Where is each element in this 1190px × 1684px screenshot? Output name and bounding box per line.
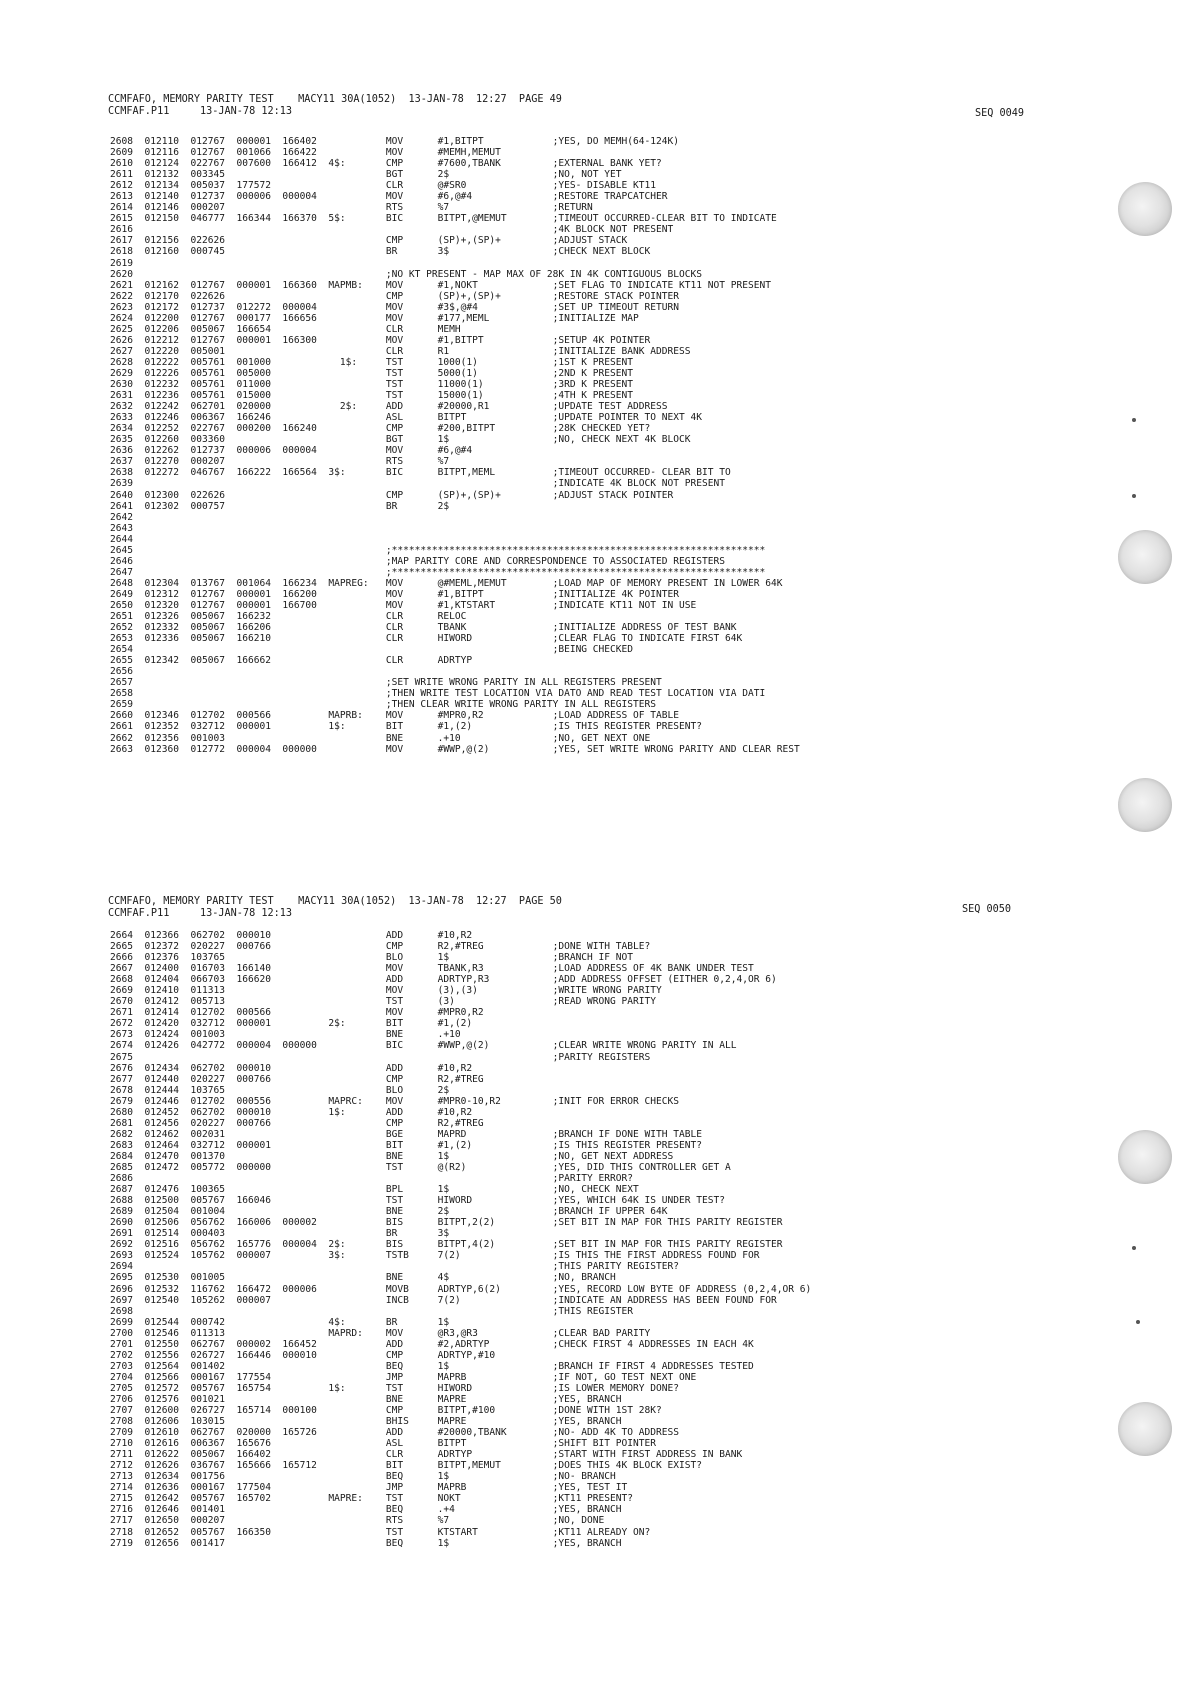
listing-line: 2696 012532 116762 166472 000006 MOVB ADRTYP,6(2) ;YES, RECORD LOW BYTE OF ADDRESS (0,2,4,OR 6) (110, 1283, 812, 1295)
listing-line: 2708 012606 103015 BHIS MAPRE ;YES, BRANCH (110, 1416, 622, 1428)
listing-line: 2620 ;NO KT PRESENT - MAP MAX OF 28K IN 4K CONTIGUOUS BLOCKS (110, 268, 703, 280)
listing-line: 2614 012146 000207 RTS %7 ;RETURN (110, 202, 593, 214)
listing-line: 2718 012652 005767 166350 TST KTSTART ;KT11 ALREADY ON? (110, 1526, 651, 1538)
page-header-title: CCMFAFO, MEMORY PARITY TEST MACY11 30A(1052) 13-JAN-78 12:27 PAGE 50 (108, 896, 562, 907)
listing-line: 2698 ;THIS REGISTER (110, 1305, 634, 1317)
listing-line: 2662 012356 001003 BNE .+10 ;NO, GET NEXT ONE (110, 732, 651, 744)
listing-line: 2684 012470 001370 BNE 1$ ;NO, GET NEXT ADDRESS (110, 1150, 674, 1162)
listing-line: 2709 012610 062767 020000 165726 ADD #20000,TBANK ;NO- ADD 4K TO ADDRESS (110, 1427, 680, 1439)
listing-line: 2665 012372 020227 000766 CMP R2,#TREG ;DONE WITH TABLE? (110, 941, 651, 953)
listing-line: 2661 012352 032712 000001 1$: BIT #1,(2) ;IS THIS REGISTER PRESENT? (110, 721, 703, 733)
listing-line: 2648 012304 013767 001064 166234 MAPREG: MOV @#MEML,MEMUT ;LOAD MAP OF MEMORY PRESENT IN LOWER 64K (110, 577, 783, 589)
listing-line: 2623 012172 012737 012272 000004 MOV #3$,@#4 ;SET UP TIMEOUT RETURN (110, 301, 680, 313)
listing-line: 2715 012642 005767 165702 MAPRE: TST NOKT ;KT11 PRESENT? (110, 1493, 634, 1505)
listing-line: 2642 (110, 511, 133, 523)
listing-line: 2624 012200 012767 000177 166656 MOV #177,MEML ;INITIALIZE MAP (110, 312, 639, 324)
listing-line: 2667 012400 016703 166140 MOV TBANK,R3 ;LOAD ADDRESS OF 4K BANK UNDER TEST (110, 963, 754, 975)
listing-line: 2636 012262 012737 000006 000004 MOV #6,@#4 (110, 445, 473, 457)
listing-line: 2669 012410 011313 MOV (3),(3) ;WRITE WRONG PARITY (110, 985, 662, 997)
scan-speck (1132, 494, 1136, 498)
listing-line: 2617 012156 022626 CMP (SP)+,(SP)+ ;ADJUST STACK (110, 235, 628, 247)
listing-line: 2627 012220 005001 CLR R1 ;INITIALIZE BANK ADDRESS (110, 345, 691, 357)
listing-line: 2710 012616 006367 165676 ASL BITPT ;SHIFT BIT POINTER (110, 1438, 657, 1450)
listing-line: 2694 ;THIS PARITY REGISTER? (110, 1261, 680, 1273)
listing-line: 2655 012342 005067 166662 CLR ADRTYP (110, 655, 473, 667)
listing-line: 2705 012572 005767 165754 1$: TST HIWORD ;IS LOWER MEMORY DONE? (110, 1382, 680, 1394)
listing-line: 2639 ;INDICATE 4K BLOCK NOT PRESENT (110, 478, 726, 490)
listing-line: 2692 012516 056762 165776 000004 2$: BIS BITPT,4(2) ;SET BIT IN MAP FOR THIS PARITY REGISTER (110, 1239, 783, 1251)
listing-line: 2711 012622 005067 166402 CLR ADRTYP ;START WITH FIRST ADDRESS IN BANK (110, 1449, 743, 1461)
listing-line: 2635 012260 003360 BGT 1$ ;NO, CHECK NEXT 4K BLOCK (110, 434, 691, 446)
listing-line: 2613 012140 012737 000006 000004 MOV #6,@#4 ;RESTORE TRAPCATCHER (110, 191, 668, 203)
listing-line: 2691 012514 000403 BR 3$ (110, 1228, 450, 1240)
listing-line: 2637 012270 000207 RTS %7 (110, 456, 450, 468)
listing-line: 2702 012556 026727 166446 000010 CMP ADRTYP,#10 (110, 1349, 496, 1361)
listing-line: 2685 012472 005772 000000 TST @(R2) ;YES, DID THIS CONTROLLER GET A (110, 1161, 731, 1173)
listing-line: 2630 012232 005761 011000 TST 11000(1) ;3RD K PRESENT (110, 379, 634, 391)
listing-line: 2618 012160 000745 BR 3$ ;CHECK NEXT BLOCK (110, 246, 651, 258)
listing-line: 2641 012302 000757 BR 2$ (110, 500, 450, 512)
listing-line: 2670 012412 005713 TST (3) ;READ WRONG PARITY (110, 996, 657, 1008)
listing-line: 2631 012236 005761 015000 TST 15000(1) ;4TH K PRESENT (110, 390, 634, 402)
listing-line: 2652 012332 005067 166206 CLR TBANK ;INITIALIZE ADDRESS OF TEST BANK (110, 622, 737, 634)
listing-line: 2634 012252 022767 000200 166240 CMP #200,BITPT ;28K CHECKED YET? (110, 423, 651, 435)
listing-line: 2660 012346 012702 000566 MAPRB: MOV #MPR0,R2 ;LOAD ADDRESS OF TABLE (110, 710, 680, 722)
listing-line: 2682 012462 002031 BGE MAPRD ;BRANCH IF DONE WITH TABLE (110, 1128, 703, 1140)
listing-line: 2679 012446 012702 000556 MAPRC: MOV #MPR0-10,R2 ;INIT FOR ERROR CHECKS (110, 1095, 680, 1107)
listing-line: 2645 ;***************************************************************** (110, 544, 766, 556)
listing-line: 2626 012212 012767 000001 166300 MOV #1,BITPT ;SETUP 4K POINTER (110, 334, 651, 346)
listing-line: 2676 012434 062702 000010 ADD #10,R2 (110, 1062, 473, 1074)
listing-line: 2663 012360 012772 000004 000000 MOV #WWP,@(2) ;YES, SET WRITE WRONG PARITY AND CLEAR REST (110, 743, 800, 755)
listing-line: 2668 012404 066703 166620 ADD ADRTYP,R3 ;ADD ADDRESS OFFSET (EITHER 0,2,4,OR 6) (110, 974, 777, 986)
seq-number: SEQ 0050 (962, 904, 1012, 915)
scan-speck (1132, 418, 1136, 422)
listing-line: 2717 012650 000207 RTS %7 ;NO, DONE (110, 1515, 605, 1527)
listing-line: 2622 012170 022626 CMP (SP)+,(SP)+ ;RESTORE STACK POINTER (110, 290, 680, 302)
listing-line: 2712 012626 036767 165666 165712 BIT BITPT,MEMUT ;DOES THIS 4K BLOCK EXIST? (110, 1460, 703, 1472)
listing-line: 2693 012524 105762 000007 3$: TSTB 7(2) ;IS THIS THE FIRST ADDRESS FOUND FOR (110, 1250, 760, 1262)
listing-line: 2675 ;PARITY REGISTERS (110, 1051, 651, 1063)
listing-line: 2640 012300 022626 CMP (SP)+,(SP)+ ;ADJUST STACK POINTER (110, 489, 674, 501)
scan-speck (1132, 1246, 1136, 1250)
listing-line: 2651 012326 005067 166232 CLR RELOC (110, 611, 467, 623)
listing-line: 2689 012504 001004 BNE 2$ ;BRANCH IF UPPER 64K (110, 1206, 668, 1218)
listing-line: 2644 (110, 533, 133, 545)
seq-number: SEQ 0049 (975, 108, 1025, 119)
listing-line: 2647 ;***************************************************************** (110, 566, 766, 578)
punch-hole-4 (1118, 1130, 1172, 1184)
listing-line: 2609 012116 012767 001066 166422 MOV #MEMH,MEMUT (110, 147, 501, 159)
listing-line: 2610 012124 022767 007600 166412 4$: CMP #7600,TBANK ;EXTERNAL BANK YET? (110, 158, 662, 170)
listing-line: 2699 012544 000742 4$: BR 1$ (110, 1316, 450, 1328)
listing-line: 2616 ;4K BLOCK NOT PRESENT (110, 224, 674, 236)
listing-line: 2638 012272 046767 166222 166564 3$: BIC BITPT,MEML ;TIMEOUT OCCURRED- CLEAR BIT TO (110, 467, 731, 479)
listing-line: 2687 012476 100365 BPL 1$ ;NO, CHECK NEXT (110, 1184, 639, 1196)
punch-hole-1 (1118, 182, 1172, 236)
listing-line: 2656 (110, 666, 133, 678)
listing-line: 2628 012222 005761 001000 1$: TST 1000(1) ;1ST K PRESENT (110, 356, 634, 368)
listing-line: 2654 ;BEING CHECKED (110, 644, 634, 656)
listing-line: 2706 012576 001021 BNE MAPRE ;YES, BRANCH (110, 1393, 622, 1405)
listing-line: 2650 012320 012767 000001 166700 MOV #1,KTSTART ;INDICATE KT11 NOT IN USE (110, 599, 697, 611)
page-header-file: CCMFAF.P11 13-JAN-78 12:13 (108, 106, 293, 117)
listing-line: 2633 012246 006367 166246 ASL BITPT ;UPDATE POINTER TO NEXT 4K (110, 412, 703, 424)
listing-line: 2686 ;PARITY ERROR? (110, 1173, 634, 1185)
code-listing (110, 930, 811, 1549)
listing-line: 2615 012150 046777 166344 166370 5$: BIC BITPT,@MEMUT ;TIMEOUT OCCURRED-CLEAR BIT TO INDICATE (110, 213, 777, 225)
listing-line: 2608 012110 012767 000001 166402 MOV #1,BITPT ;YES, DO MEMH(64-124K) (110, 136, 680, 147)
listing-line: 2714 012636 000167 177504 JMP MAPRB ;YES, TEST IT (110, 1482, 628, 1494)
listing-line: 2612 012134 005037 177572 CLR @#SR0 ;YES- DISABLE KT11 (110, 180, 657, 192)
listing-line: 2674 012426 042772 000004 000000 BIC #WWP,@(2) ;CLEAR WRITE WRONG PARITY IN ALL (110, 1040, 737, 1052)
listing-line: 2678 012444 103765 BLO 2$ (110, 1084, 450, 1096)
listing-line: 2625 012206 005067 166654 CLR MEMH (110, 323, 461, 335)
listing-line: 2649 012312 012767 000001 166200 MOV #1,BITPT ;INITIALIZE 4K POINTER (110, 588, 680, 600)
punch-hole-3 (1118, 778, 1172, 832)
listing-line: 2664 012366 062702 000010 ADD #10,R2 (110, 930, 473, 941)
listing-line: 2695 012530 001005 BNE 4$ ;NO, BRANCH (110, 1272, 616, 1284)
listing-line: 2657 ;SET WRITE WRONG PARITY IN ALL REGISTERS PRESENT (110, 677, 662, 689)
listing-line: 2701 012550 062767 000002 166452 ADD #2,ADRTYP ;CHECK FIRST 4 ADDRESSES IN EACH 4K (110, 1338, 754, 1350)
listing-line: 2703 012564 001402 BEQ 1$ ;BRANCH IF FIRST 4 ADDRESSES TESTED (110, 1360, 754, 1372)
punch-hole-2 (1118, 530, 1172, 584)
listing-line: 2672 012420 032712 000001 2$: BIT #1,(2) (110, 1018, 473, 1030)
punch-hole-5 (1118, 1402, 1172, 1456)
listing-line: 2697 012540 105262 000007 INCB 7(2) ;INDICATE AN ADDRESS HAS BEEN FOUND FOR (110, 1294, 777, 1306)
listing-line: 2611 012132 003345 BGT 2$ ;NO, NOT YET (110, 169, 622, 181)
listing-line: 2621 012162 012767 000001 166360 MAPMB: MOV #1,NOKT ;SET FLAG TO INDICATE KT11 NOT PRESENT (110, 279, 771, 291)
listing-line: 2646 ;MAP PARITY CORE AND CORRESPONDENCE TO ASSOCIATED REGISTERS (110, 555, 726, 567)
listing-line: 2683 012464 032712 000001 BIT #1,(2) ;IS THIS REGISTER PRESENT? (110, 1139, 703, 1151)
page-header-file: CCMFAF.P11 13-JAN-78 12:13 (108, 908, 293, 919)
listing-line: 2653 012336 005067 166210 CLR HIWORD ;CLEAR FLAG TO INDICATE FIRST 64K (110, 633, 743, 645)
listing-page-50 (0, 842, 1190, 1684)
listing-line: 2688 012500 005767 166046 TST HIWORD ;YES, WHICH 64K IS UNDER TEST? (110, 1195, 726, 1207)
scan-speck (1136, 1320, 1140, 1324)
listing-line: 2677 012440 020227 000766 CMP R2,#TREG (110, 1073, 484, 1085)
listing-line: 2643 (110, 522, 133, 534)
listing-line: 2719 012656 001417 BEQ 1$ ;YES, BRANCH (110, 1537, 622, 1549)
listing-line: 2666 012376 103765 BLO 1$ ;BRANCH IF NOT (110, 952, 634, 964)
listing-line: 2716 012646 001401 BEQ .+4 ;YES, BRANCH (110, 1504, 622, 1516)
listing-line: 2707 012600 026727 165714 000100 CMP BITPT,#100 ;DONE WITH 1ST 28K? (110, 1405, 662, 1417)
listing-line: 2704 012566 000167 177554 JMP MAPRB ;IF NOT, GO TEST NEXT ONE (110, 1371, 697, 1383)
listing-line: 2681 012456 020227 000766 CMP R2,#TREG (110, 1117, 484, 1129)
listing-line: 2700 012546 011313 MAPRD: MOV @R3,@R3 ;CLEAR BAD PARITY (110, 1327, 651, 1339)
page-header-title: CCMFAFO, MEMORY PARITY TEST MACY11 30A(1052) 13-JAN-78 12:27 PAGE 49 (108, 94, 562, 105)
listing-line: 2673 012424 001003 BNE .+10 (110, 1029, 461, 1041)
listing-line: 2629 012226 005761 005000 TST 5000(1) ;2ND K PRESENT (110, 367, 634, 379)
listing-line: 2659 ;THEN CLEAR WRITE WRONG PARITY IN ALL REGISTERS (110, 699, 657, 711)
listing-line: 2632 012242 062701 020000 2$: ADD #20000,R1 ;UPDATE TEST ADDRESS (110, 401, 668, 413)
code-listing (110, 136, 800, 755)
listing-line: 2671 012414 012702 000566 MOV #MPR0,R2 (110, 1007, 484, 1019)
listing-line: 2690 012506 056762 166006 000002 BIS BITPT,2(2) ;SET BIT IN MAP FOR THIS PARITY REGISTER (110, 1217, 783, 1229)
listing-line: 2713 012634 001756 BEQ 1$ ;NO- BRANCH (110, 1471, 616, 1483)
listing-line: 2619 (110, 257, 133, 269)
listing-line: 2680 012452 062702 000010 1$: ADD #10,R2 (110, 1106, 473, 1118)
listing-line: 2658 ;THEN WRITE TEST LOCATION VIA DATO AND READ TEST LOCATION VIA DATI (110, 688, 766, 700)
